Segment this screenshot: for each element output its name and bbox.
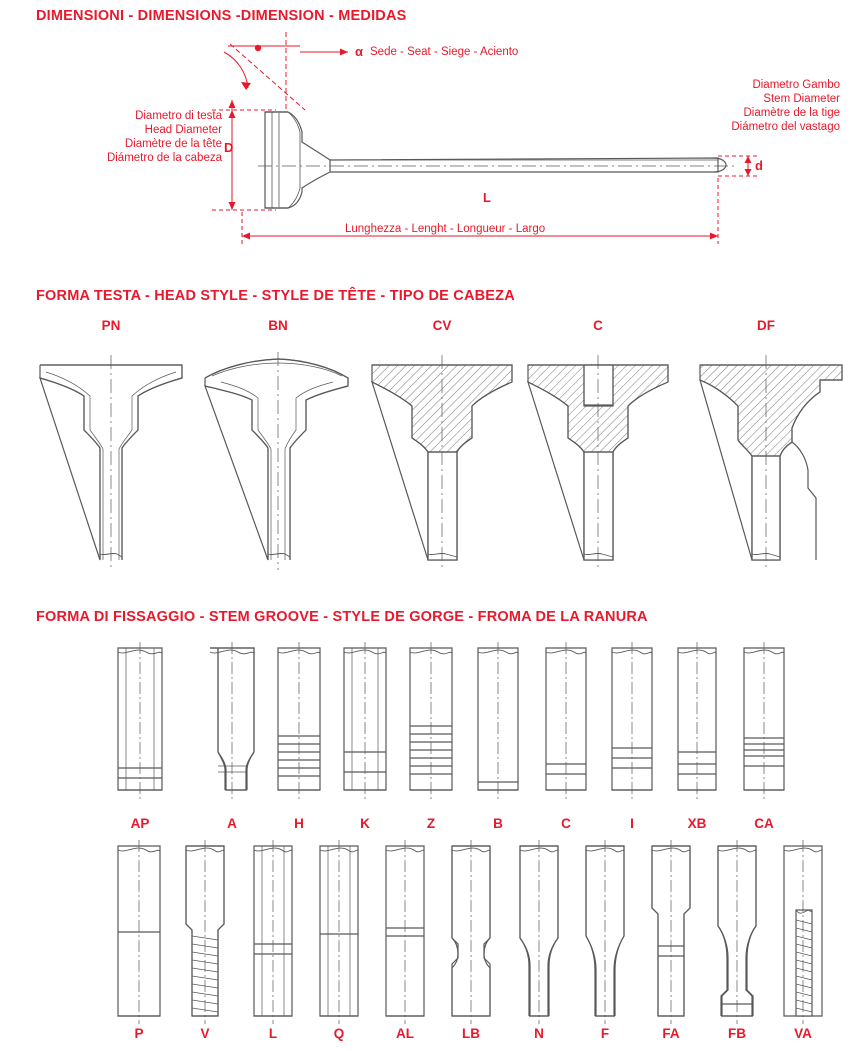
stem-groove-row1-drawings [0,640,860,830]
groove-code-ap: AP [130,816,150,831]
groove-code-ca: CA [754,816,774,831]
seat-label: Sede - Seat - Siege - Aciento [370,46,519,58]
section-title-dimensions: DIMENSIONI - DIMENSIONS -DIMENSION - MEDIDAS [36,8,407,24]
head-code-cv: CV [432,318,452,333]
groove-code-fb: FB [728,1026,746,1041]
stem-diameter-label-1: Diametro Gambo [752,79,840,91]
head-diameter-label-2: Head Diameter [144,124,222,136]
dimension-D: D [224,140,234,155]
groove-code-k: K [360,816,370,831]
groove-code-p: P [134,1026,144,1041]
groove-code-a: A [227,816,237,831]
head-diameter-label-3: Diamètre de la tête [124,138,222,150]
groove-code-al: AL [396,1026,414,1041]
groove-code-z: Z [426,816,436,831]
groove-code-l: L [268,1026,278,1041]
dimension-d: d [755,158,763,173]
seat-angle-symbol: α [355,44,363,59]
groove-code-c: C [561,816,571,831]
stem-diameter-label-3: Diamètre de la tige [743,107,840,119]
stem-diameter-label-4: Diámetro del vastago [731,121,840,133]
head-code-df: DF [757,318,775,333]
groove-code-i: I [630,816,634,831]
section-title-head-style: FORMA TESTA - HEAD STYLE - STYLE DE TÊTE - TIPO DE CABEZA [36,288,515,304]
stem-diameter-label-2: Stem Diameter [763,93,840,105]
groove-code-va: VA [794,1026,812,1041]
groove-code-b: B [493,816,503,831]
head-diameter-label-1: Diametro di testa [135,110,222,122]
groove-code-h: H [294,816,304,831]
groove-code-lb: LB [462,1026,480,1041]
head-code-bn: BN [268,318,288,333]
groove-code-f: F [600,1026,610,1041]
section-title-stem-groove: FORMA DI FISSAGGIO - STEM GROOVE - STYLE DE GORGE - FROMA DE LA RANURA [36,609,648,625]
groove-code-n: N [534,1026,544,1041]
stem-groove-row2-drawings [0,838,860,1028]
head-diameter-label-4: Diámetro de la cabeza [106,152,222,164]
groove-code-q: Q [333,1026,345,1041]
groove-code-xb: XB [687,816,707,831]
head-style-drawings [0,330,860,610]
length-label: Lunghezza - Lenght - Longueur - Largo [345,223,546,235]
groove-code-fa: FA [662,1026,680,1041]
head-code-pn: PN [101,318,121,333]
groove-code-v: V [200,1026,210,1041]
dimension-L: L [483,190,491,205]
head-code-c: C [593,318,603,333]
